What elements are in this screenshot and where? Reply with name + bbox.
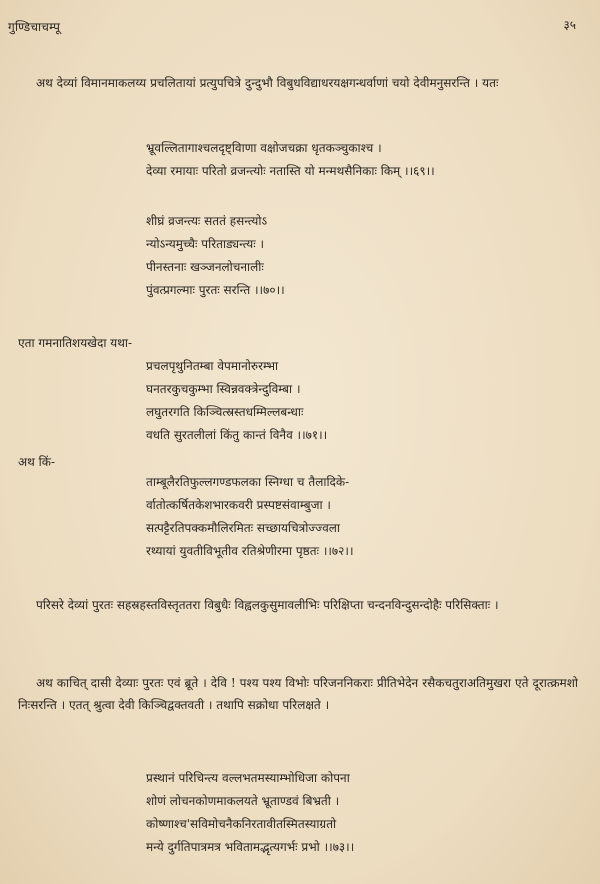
- verse-71: [146, 355, 327, 447]
- paragraph-2: परिसरे देव्यां पुरतः सहस्रहस्तविस्तृततरा विबुधैः विह्वलकुसुमावलीभिः परिक्षिप्ता चन्दनविन्दुसन्दोहैः परिसिक्ताः ।: [36, 598, 499, 612]
- verse-line: पुंवत्प्रगल्माः पुरतः सरन्ति ।।७०।।: [146, 283, 285, 297]
- verse-line: देव्या रमायाः परितो व्रजन्त्योः नतास्ति यो मन्मथसैनिकाः किम् ।।६९।।: [146, 164, 435, 178]
- verse-line: कोष्णाश्च'सविमोचनैकनिरतावीतस्मितस्याग्रतो: [146, 817, 337, 831]
- paragraph-1: अथ देव्यां विमानमाकलय्य प्रचलितायां प्रत्युपचित्रे दुन्दुभौ विबुधविद्याधरयक्षगन्धर्वाणां चयो देवीमनुसरन्ति । यतः: [36, 76, 499, 90]
- verse-73: [146, 767, 354, 859]
- verse-line: लघुतरगति किञ्चित्स्रस्तधम्मिल्लबन्धाः: [146, 405, 304, 419]
- verse-72: [146, 471, 354, 563]
- verse-line: वधति सुरतलीलां किंतु कान्तं विनैव ।।७१।।: [146, 428, 328, 442]
- verse-line: पीनस्तनाः खञ्जनलोचनालीः: [146, 260, 264, 274]
- verse-line: मन्ये दुर्गतिपात्रमत्र भवितामद्भृत्यगर्भः प्रभो ।।७३।।: [146, 840, 355, 854]
- verse-line: प्रचलपृथुनितम्बा वेपमानोरुरम्भा: [146, 359, 279, 373]
- section-label-atha: अथ किं-: [18, 455, 56, 469]
- verse-line: घनतरकुचकुम्भा स्विन्नवक्त्रेन्दुविम्बा ।: [146, 382, 301, 396]
- verse-line: शीघ्रं व्रजन्त्यः सततं हसन्त्योऽ: [146, 214, 268, 228]
- verse-line: ताम्बूलैरतिफुल्लगण्डफलका स्निग्धा च तैलादिके-: [146, 475, 350, 489]
- running-title: गुण्डिचाचम्पू: [8, 20, 61, 34]
- paragraph-3: अथ काचित् दासी देव्याः पुरतः एवं ब्रूते । देवि ! पश्य पश्य विभोः परिजननिकराः प्रीतिभेदेन रसैकचतुराअतिमुखरा एते दूरात्क्रमशो निःसरन्ति । एतत् श्रुत्वा देवी किञ्चिद्वक्तवती । तथापि सक्रोधा परिलक्षते ।: [18, 676, 578, 712]
- verse-line: रथ्यायां युवतीविभूतीव रतिश्रेणीरमा पृष्ठतः ।।७२।।: [146, 544, 354, 558]
- section-label-gamana: एता गमनातिशयखेदा यथा-: [18, 336, 133, 350]
- verse-line: सत्पट्टैरतिपक्कमौलिरमितः सच्छायचित्रोज्ज्वला: [146, 521, 341, 535]
- verse-line: न्योऽन्यमुच्चैः परिताड्यन्त्यः ।: [146, 237, 265, 251]
- page-number: ३५: [563, 18, 576, 32]
- verse-line: शोणं लोचनकोणमाकलयते भ्रूताण्डवं बिभ्रती ।: [146, 794, 340, 808]
- verse-line: प्रस्थानं परिचिन्त्य वल्लभतमस्याम्भोधिजा कोपना: [146, 771, 350, 785]
- verse-70: [146, 210, 285, 302]
- verse-line: र्वातोत्कर्षितकेशभारकवरी प्रस्पष्टसंवाम्बुजा ।: [146, 498, 331, 512]
- verse-69: [146, 137, 435, 183]
- verse-line: भ्रूवल्लितागाश्चलदृष्ट्विाणा वक्षोजचक्रा धृतकञ्चुकाश्च ।: [146, 141, 382, 155]
